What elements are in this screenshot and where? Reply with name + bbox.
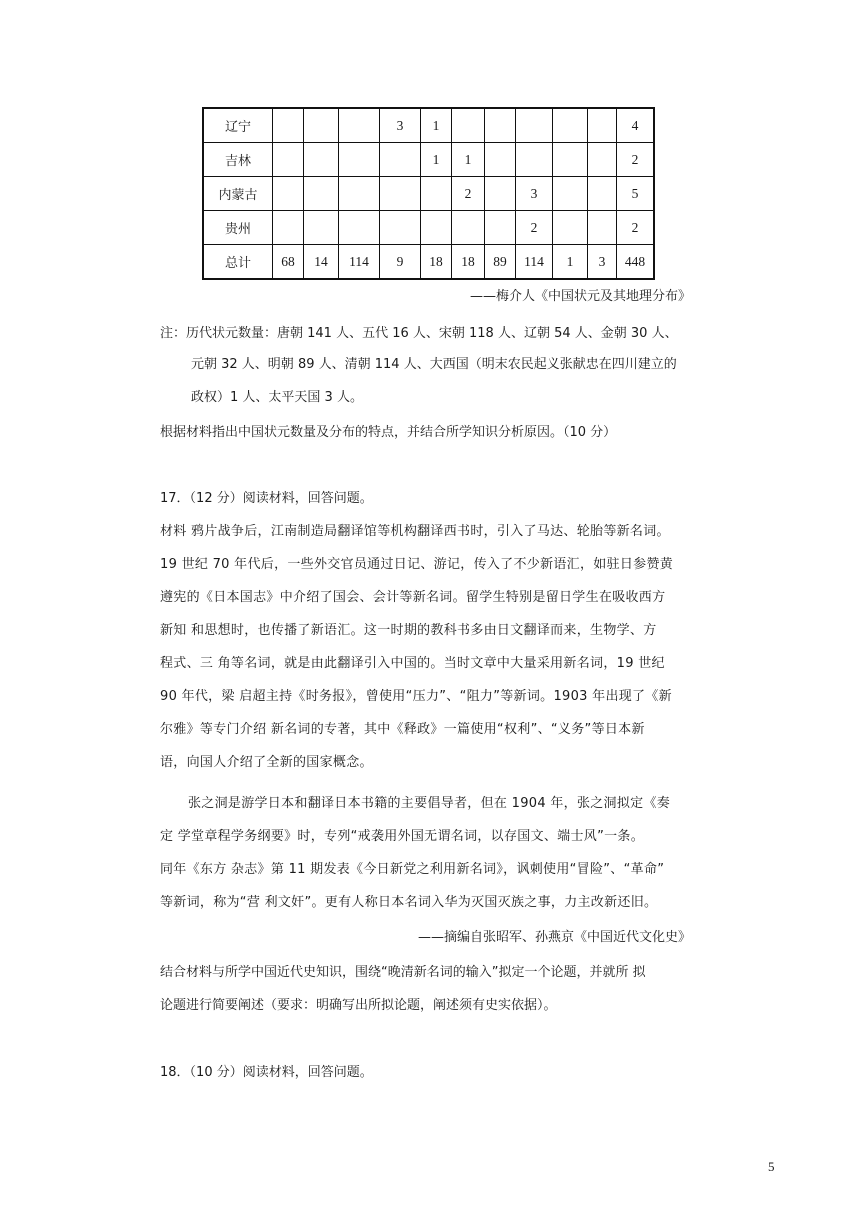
table-cell: [588, 177, 617, 211]
table-cell: [273, 177, 304, 211]
province-cell: 吉林: [203, 143, 273, 177]
table-cell: [380, 211, 421, 245]
material-line: 语，向国人介绍了全新的国家概念。: [160, 755, 373, 770]
table-cell: 3: [380, 108, 421, 143]
table-cell: 448: [617, 245, 655, 280]
question-17-prompt-line-2: 论题进行简要阐述（要求：明确写出所拟论题，阐述须有史实依据）。: [160, 998, 557, 1013]
table-cell: [452, 211, 485, 245]
table-cell: 14: [304, 245, 339, 280]
table-cell: 89: [485, 245, 516, 280]
material-source: ——摘编自张昭军、孙燕京《中国近代文化史》: [418, 930, 692, 945]
table-cell: [273, 143, 304, 177]
table-cell: 114: [516, 245, 553, 280]
table-cell: 3: [588, 245, 617, 280]
table-cell: [485, 177, 516, 211]
material-line: 等新词，称为“营 利文奸”。更有人称日本名词入华为灭国灭族之事，力主改新还旧。: [160, 895, 658, 910]
page-number: 5: [768, 1159, 775, 1174]
table-cell: 18: [421, 245, 452, 280]
table-cell: [273, 211, 304, 245]
question-17-heading: 17．（12 分）阅读材料，回答问题。: [160, 491, 373, 506]
table-cell: [304, 211, 339, 245]
table-cell: 2: [617, 143, 655, 177]
table-cell: [485, 211, 516, 245]
champion-distribution-table: [202, 107, 655, 280]
material-line: 尔雅》等专门介绍 新名词的专著，其中《释政》一篇使用“权利”、“义务”等日本新: [160, 722, 645, 737]
table-cell: [452, 108, 485, 143]
province-cell: 贵州: [203, 211, 273, 245]
table-cell: 18: [452, 245, 485, 280]
table-cell: [553, 143, 588, 177]
table-cell: 1: [421, 143, 452, 177]
material-line: 材料 鸦片战争后，江南制造局翻译馆等机构翻译西书时，引入了马达、轮胎等新名词。: [160, 524, 670, 539]
table-cell: [516, 143, 553, 177]
table-cell: 114: [339, 245, 380, 280]
material-line: 90 年代，梁 启超主持《时务报》，曾使用“压力”、“阻力”等新词。1903 年出现了《新: [160, 689, 672, 704]
table-cell: [588, 108, 617, 143]
table-row: [203, 108, 654, 143]
table-cell: [339, 143, 380, 177]
table-row: [203, 177, 654, 211]
table-cell: [588, 143, 617, 177]
table-cell: [304, 108, 339, 143]
table-cell: 1: [452, 143, 485, 177]
table-cell: [553, 211, 588, 245]
table-cell: [339, 211, 380, 245]
table-cell: [380, 177, 421, 211]
table-cell: 4: [617, 108, 655, 143]
table-cell: [339, 177, 380, 211]
material-line: 同年《东方 杂志》第 11 期发表《今日新党之利用新名词》，讽刺使用“冒险”、“革命”: [160, 862, 665, 877]
table-cell: 1: [553, 245, 588, 280]
table-cell: 2: [452, 177, 485, 211]
table-cell: [588, 211, 617, 245]
province-cell: 辽宁: [203, 108, 273, 143]
table-cell: 2: [516, 211, 553, 245]
table-cell: [485, 143, 516, 177]
table-cell: 9: [380, 245, 421, 280]
table-cell: [273, 108, 304, 143]
table-row: [203, 211, 654, 245]
table-cell: 5: [617, 177, 655, 211]
material-line: 19 世纪 70 年代后，一些外交官员通过日记、游记，传入了不少新语汇，如驻日参赞黄: [160, 557, 674, 572]
province-cell: 总计: [203, 245, 273, 280]
question-18-heading: 18．（10 分）阅读材料，回答问题。: [160, 1065, 373, 1080]
material-line: 程式、三 角等名词，就是由此翻译引入中国的。当时文章中大量采用新名词，19 世纪: [160, 656, 665, 671]
table-source: ——梅介人《中国状元及其地理分布》: [470, 289, 692, 304]
question-17-prompt-line-1: 结合材料与所学中国近代史知识，围绕“晚清新名词的输入”拟定一个论题，并就所 拟: [160, 965, 646, 980]
table-cell: 1: [421, 108, 452, 143]
table-row: [203, 143, 654, 177]
table-cell: [553, 177, 588, 211]
table-cell: [421, 177, 452, 211]
table-cell: [304, 143, 339, 177]
table-cell: 68: [273, 245, 304, 280]
table-cell: 3: [516, 177, 553, 211]
province-cell: 内蒙古: [203, 177, 273, 211]
note-line-2: 元朝 32 人、明朝 89 人、清朝 114 人、大西国（明末农民起义张献忠在四川建立的: [191, 357, 677, 372]
table-cell: 2: [617, 211, 655, 245]
material-line: 新知 和思想时，也传播了新语汇。这一时期的教科书多由日文翻译而来，生物学、方: [160, 623, 657, 638]
material-line: 遵宪的《日本国志》中介绍了国会、会计等新名词。留学生特别是留日学生在吸收西方: [160, 590, 666, 605]
table-cell: [304, 177, 339, 211]
table-cell: [421, 211, 452, 245]
question-16-prompt: 根据材料指出中国状元数量及分布的特点，并结合所学知识分析原因。（10 分）: [160, 425, 617, 440]
note-line-3: 政权）1 人、太平天国 3 人。: [191, 390, 363, 405]
material-line: 张之洞是游学日本和翻译日本书籍的主要倡导者，但在 1904 年，张之洞拟定《奏: [188, 796, 671, 811]
table-cell: [380, 143, 421, 177]
table-cell: [339, 108, 380, 143]
note-line-1: 注：历代状元数量：唐朝 141 人、五代 16 人、宋朝 118 人、辽朝 54 人、金朝 30 人、: [160, 326, 678, 341]
table-cell: [516, 108, 553, 143]
table-row: [203, 245, 654, 280]
material-line: 定 学堂章程学务纲要》时，专列“戒袭用外国无谓名词，以存国文、端士风”一条。: [160, 829, 645, 844]
table-cell: [553, 108, 588, 143]
table-cell: [485, 108, 516, 143]
